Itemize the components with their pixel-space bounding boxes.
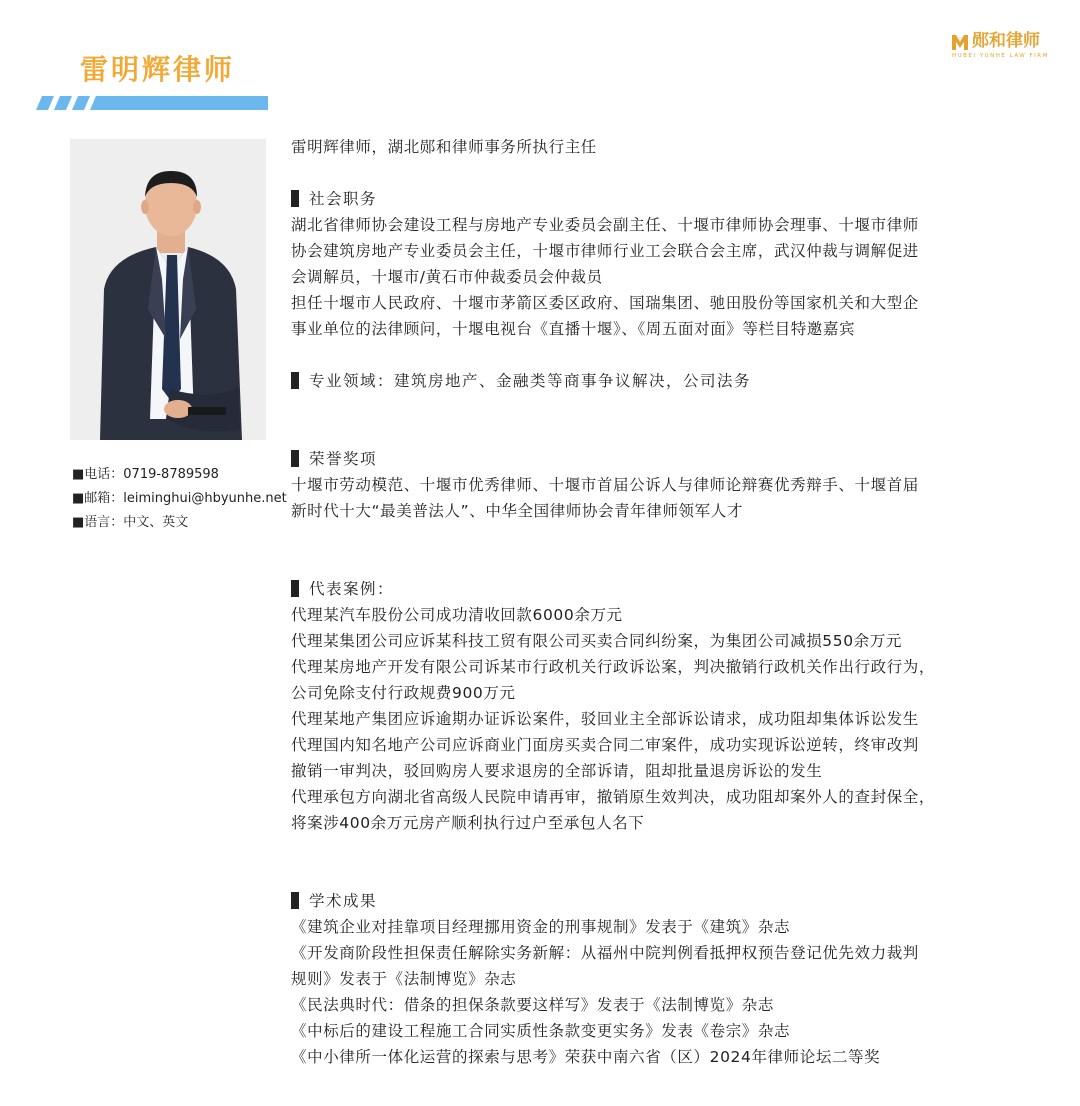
social-body bbox=[291, 212, 1049, 342]
academic-line: 《中标后的建设工程施工合同实质性条款变更实务》发表《卷宗》杂志 bbox=[291, 1022, 791, 1040]
case-line: 代理国内知名地产公司应诉商业门面房买卖合同二审案件，成功实现诉讼逆转，终审改判 bbox=[291, 736, 919, 754]
page-title: 雷明辉律师 bbox=[80, 53, 236, 86]
section-marker-icon bbox=[291, 580, 299, 597]
specialty-heading-label: 专业领域：建筑房地产、金融类等商事争议解决，公司法务 bbox=[309, 372, 752, 390]
cases-heading-label: 代表案例： bbox=[309, 580, 395, 598]
case-line: 代理承包方向湖北省高级人民院申请再审，撤销原生效判决，成功阻却案外人的查封保全， bbox=[291, 788, 936, 806]
case-line: 撤销一审判决，驳回购房人要求退房的全部诉请，阻却批量退房诉讼的发生 bbox=[291, 762, 823, 780]
academic-heading bbox=[291, 888, 377, 914]
case-line: 将案涉400余万元房产顺利执行过户至承包人名下 bbox=[291, 814, 645, 832]
academic-line: 《中小律所一体化运营的探索与思考》荣获中南六省（区）2024年律师论坛二等奖 bbox=[291, 1048, 881, 1066]
academic-body bbox=[291, 914, 1049, 1070]
academic-line: 《民法典时代：借条的担保条款要这样写》发表于《法制博览》杂志 bbox=[291, 996, 775, 1014]
honors-heading-label: 荣誉奖项 bbox=[309, 450, 378, 468]
section-marker-icon bbox=[291, 450, 299, 467]
contact-language: ■语言：中文、英文 bbox=[72, 515, 189, 530]
section-marker-icon bbox=[291, 190, 299, 207]
honors-line: 新时代十大“最美普法人”、中华全国律师协会青年律师领军人才 bbox=[291, 502, 743, 520]
social-heading-label: 社会职务 bbox=[309, 190, 378, 208]
academic-heading-label: 学术成果 bbox=[309, 892, 378, 910]
firm-logo-icon bbox=[950, 32, 970, 52]
contact-email: ■邮箱：leiminghui@hbyunhe.net bbox=[72, 491, 287, 506]
social-line: 协会建筑房地产专业委员会主任，十堰市律师行业工会联合会主席，武汉仲裁与调解促进 bbox=[291, 242, 919, 260]
firm-logo bbox=[950, 30, 1049, 62]
section-marker-icon bbox=[291, 372, 299, 389]
contact-info bbox=[72, 463, 287, 535]
honors-body bbox=[291, 472, 1049, 524]
social-line: 担任十堰市人民政府、十堰市茅箭区委区政府、国瑞集团、驰田股份等国家机关和大型企 bbox=[291, 294, 919, 312]
firm-logo-name: 郧和律师 bbox=[972, 31, 1040, 51]
title-decoration-stripes bbox=[36, 96, 268, 110]
case-line: 代理某集团公司应诉某科技工贸有限公司买卖合同纠纷案，为集团公司减损550余万元 bbox=[291, 632, 902, 650]
case-line: 代理某地产集团应诉逾期办证诉讼案件，驳回业主全部诉讼请求，成功阻却集体诉讼发生 bbox=[291, 710, 919, 728]
case-line: 公司免除支付行政规费900万元 bbox=[291, 684, 516, 702]
intro-text: 雷明辉律师，湖北郧和律师事务所执行主任 bbox=[291, 138, 597, 156]
academic-line: 规则》发表于《法制博览》杂志 bbox=[291, 970, 517, 988]
honors-heading bbox=[291, 446, 377, 472]
specialty-heading bbox=[291, 368, 751, 394]
section-marker-icon bbox=[291, 892, 299, 909]
social-line: 湖北省律师协会建设工程与房地产专业委员会副主任、十堰市律师协会理事、十堰市律师 bbox=[291, 216, 919, 234]
case-line: 代理某汽车股份公司成功清收回款6000余万元 bbox=[291, 606, 623, 624]
academic-line: 《开发商阶段性担保责任解除实务新解：从福州中院判例看抵押权预告登记优先效力裁判 bbox=[291, 944, 919, 962]
lawyer-portrait bbox=[70, 139, 266, 440]
honors-line: 十堰市劳动模范、十堰市优秀律师、十堰市首届公诉人与律师论辩赛优秀辩手、十堰首届 bbox=[291, 476, 919, 494]
contact-phone: ■电话：0719-8789598 bbox=[72, 467, 219, 482]
academic-line: 《建筑企业对挂靠项目经理挪用资金的刑事规制》发表于《建筑》杂志 bbox=[291, 918, 791, 936]
social-heading bbox=[291, 186, 377, 212]
cases-heading bbox=[291, 576, 394, 602]
cases-body bbox=[291, 602, 1049, 836]
social-line: 事业单位的法律顾问，十堰电视台《直播十堰》、《周五面对面》等栏目特邀嘉宾 bbox=[291, 320, 856, 338]
portrait-illustration bbox=[70, 139, 266, 440]
firm-logo-subtitle: HUBEI YUNHE LAW FIRM bbox=[952, 53, 1049, 59]
social-line: 会调解员，十堰市/黄石市仲裁委员会仲裁员 bbox=[291, 268, 603, 286]
case-line: 代理某房地产开发有限公司诉某市行政机关行政诉讼案，判决撤销行政机关作出行政行为， bbox=[291, 658, 936, 676]
